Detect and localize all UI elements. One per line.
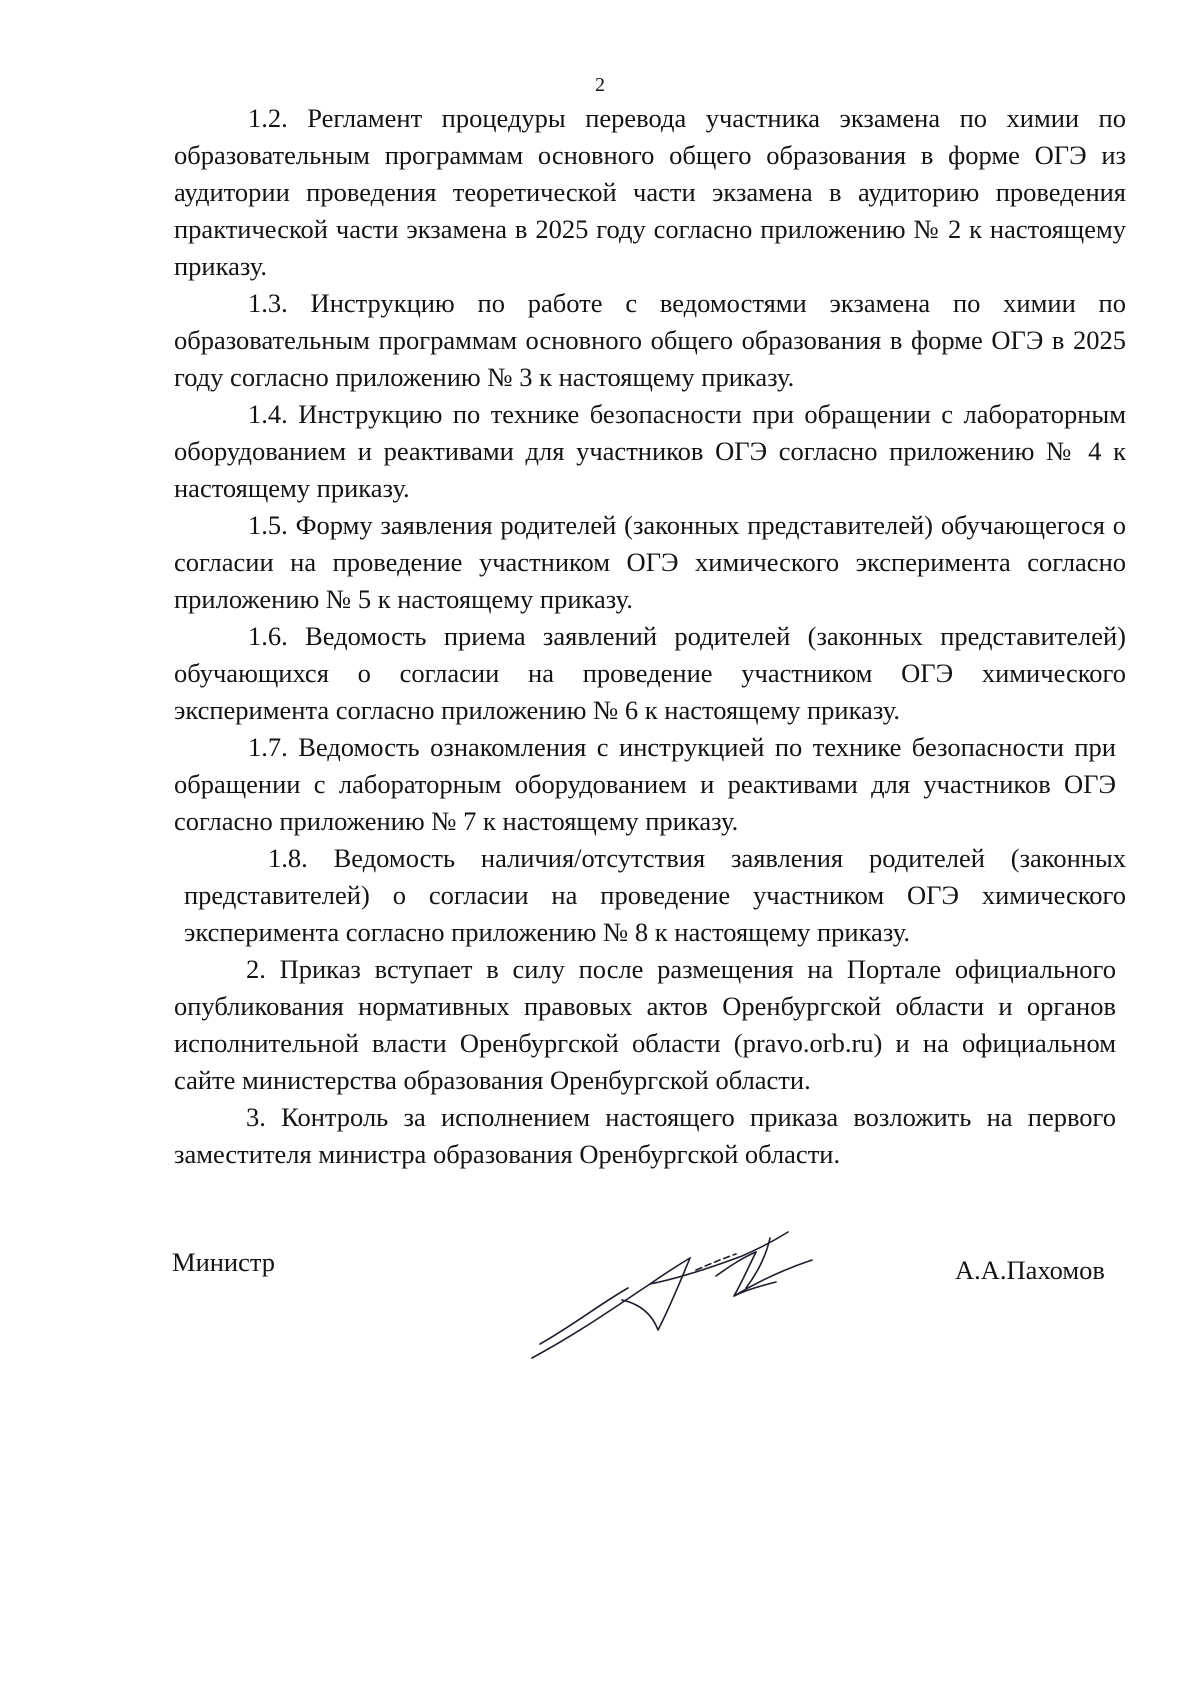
signatory-name: А.А.Пахомов (955, 1255, 1105, 1285)
handwritten-signature (520, 1212, 840, 1372)
paragraph-1-2: 1.2. Регламент процедуры перевода участника экзамена по химии по образовательным программам основного общего образования в форме ОГЭ из аудитории проведения теоретической части экзамена в аудиторию проведения практической части экзамена в 2025 году согласно приложению № 2 к настоящему приказу. (174, 103, 1126, 281)
paragraph-3: 3. Контроль за исполнением настоящего приказа возложить на первого заместителя министра образования Оренбургской области. (174, 1102, 1116, 1169)
paragraph-1-5: 1.5. Форму заявления родителей (законных представителей) обучающегося о согласии на проведение участником ОГЭ химического эксперимента согласно приложению № 5 к настоящему приказу. (174, 510, 1126, 614)
signatory-position: Министр (172, 1247, 276, 1277)
page-number: 2 (595, 74, 605, 96)
paragraph-1-4: 1.4. Инструкцию по технике безопасности при обращении с лабораторным оборудованием и реактивами для участников ОГЭ согласно приложению № 4 к настоящему приказу. (174, 399, 1126, 503)
signature-block (0, 1238, 1200, 1378)
document-body (174, 100, 1126, 1173)
paragraph-2: 2. Приказ вступает в силу после размещения на Портале официального опубликования нормативных правовых актов Оренбургской области и органов исполнительной власти Оренбургской области (pravo.orb.ru) и на официальном сайте министерства образования Оренбургской области. (174, 954, 1116, 1095)
paragraph-1-3: 1.3. Инструкцию по работе с ведомостями экзамена по химии по образовательным программам основного общего образования в форме ОГЭ в 2025 году согласно приложению № 3 к настоящему приказу. (174, 288, 1126, 392)
paragraph-1-7: 1.7. Ведомость ознакомления с инструкцией по технике безопасности при обращении с лабораторным оборудованием и реактивами для участников ОГЭ согласно приложению № 7 к настоящему приказу. (174, 732, 1116, 836)
paragraph-1-8: 1.8. Ведомость наличия/отсутствия заявления родителей (законных представителей) о согласии на проведение участником ОГЭ химического эксперимента согласно приложению № 8 к настоящему приказу. (184, 843, 1126, 947)
paragraph-1-6: 1.6. Ведомость приема заявлений родителей (законных представителей) обучающихся о согласии на проведение участником ОГЭ химического эксперимента согласно приложению № 6 к настоящему приказу. (174, 621, 1126, 725)
